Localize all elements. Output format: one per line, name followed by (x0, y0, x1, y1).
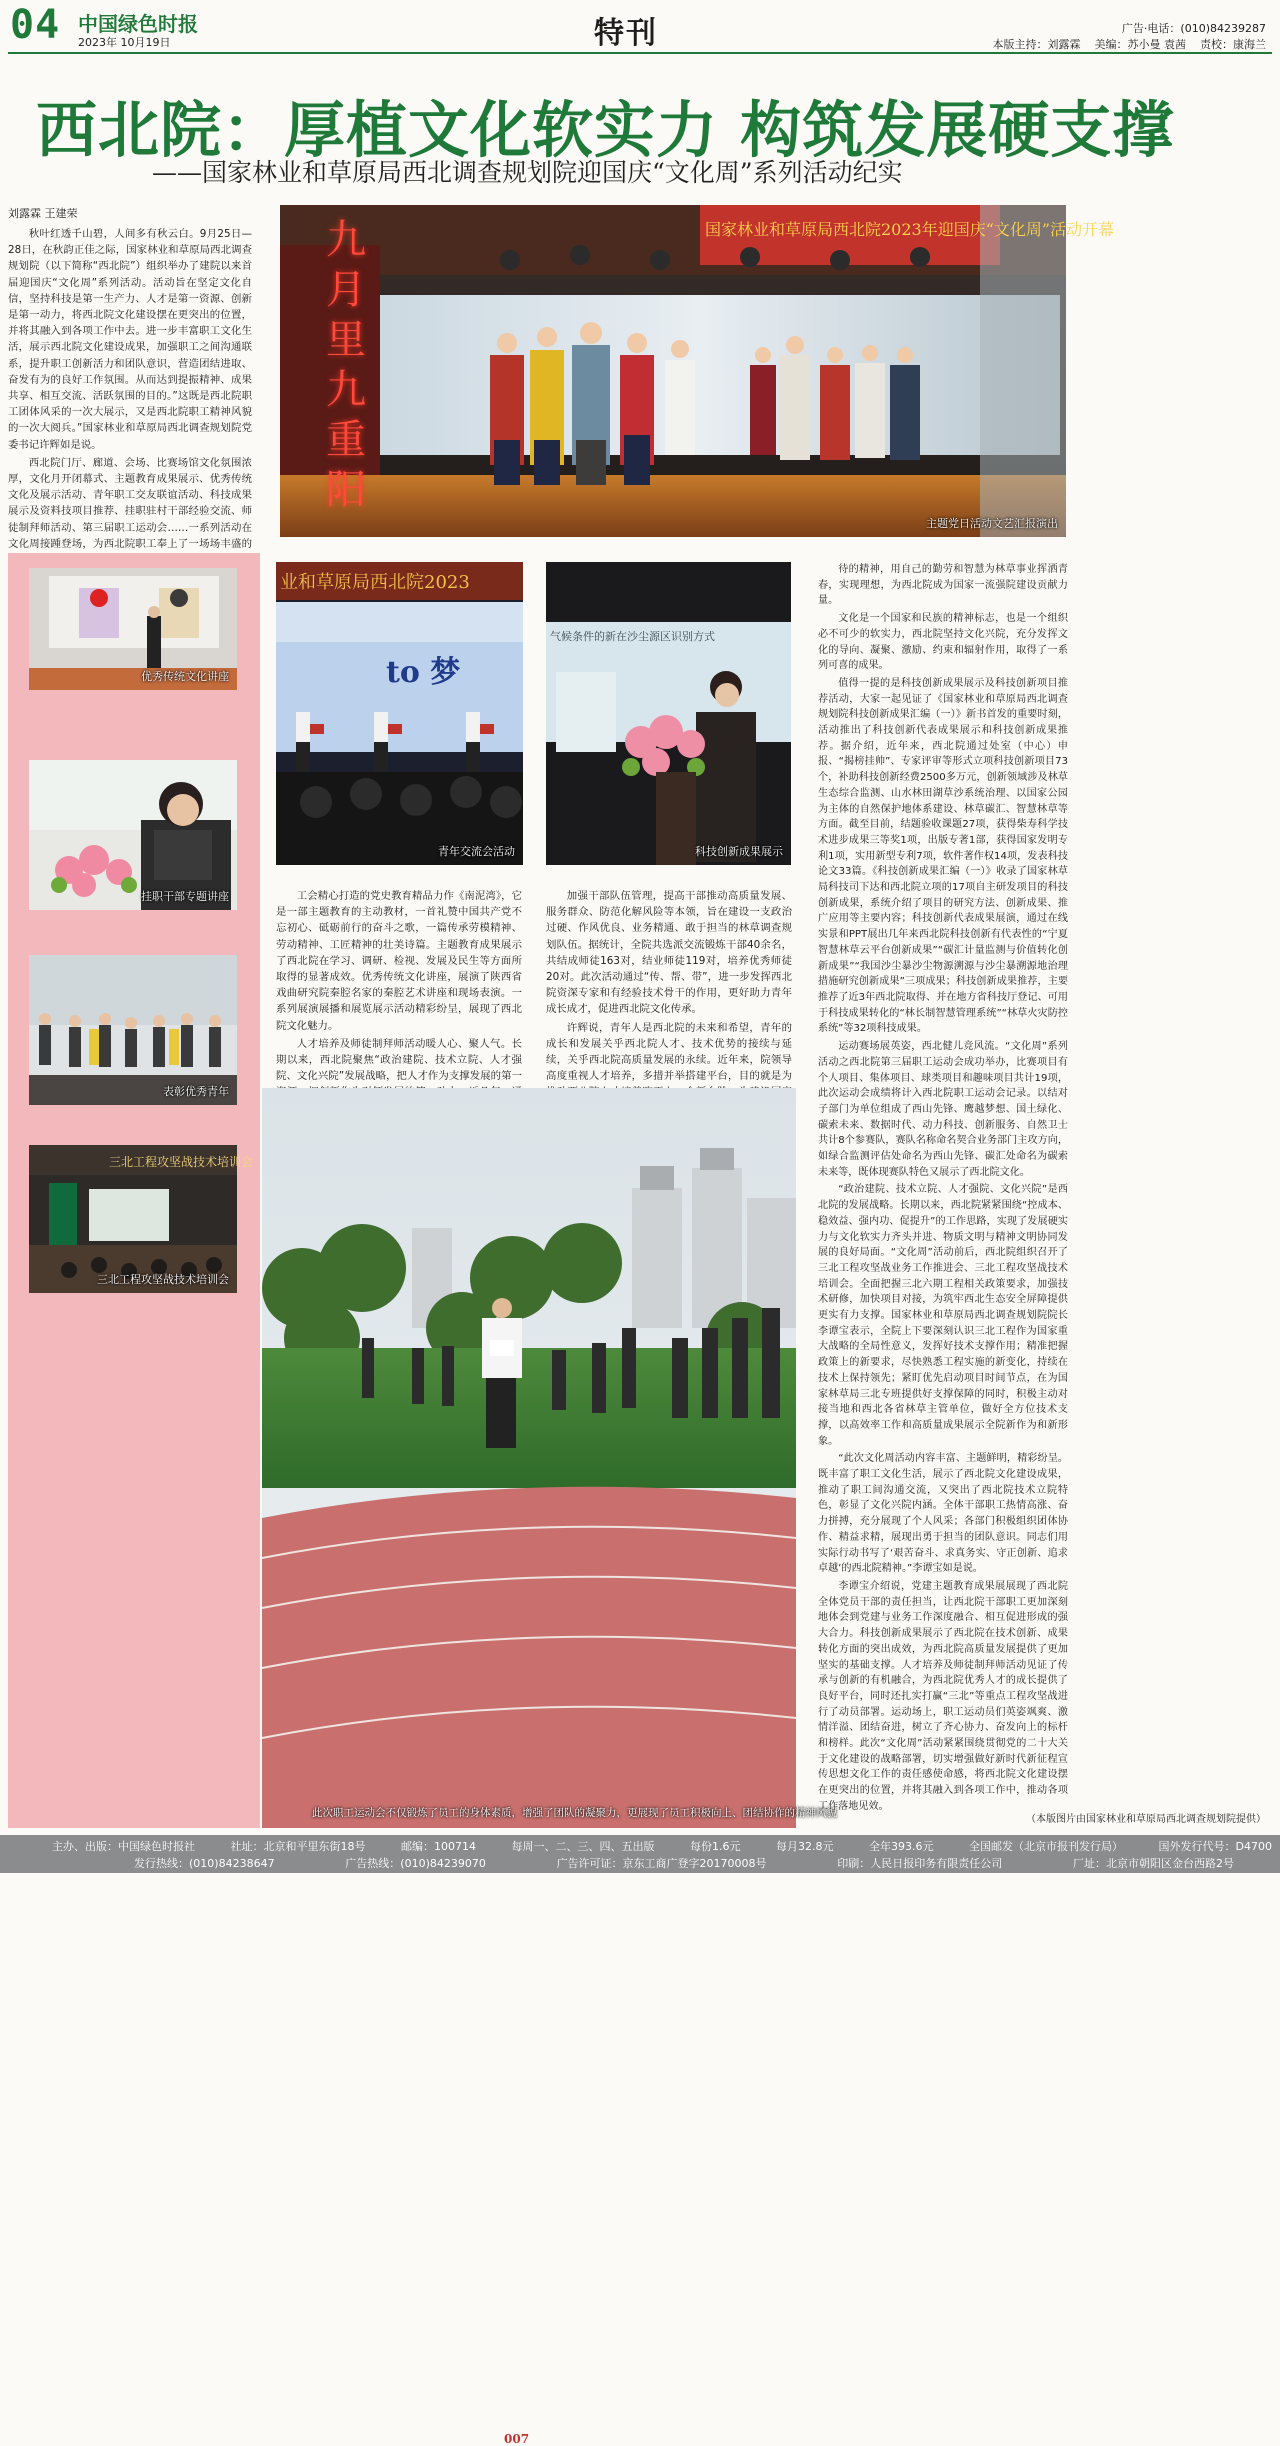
training-photo (29, 1145, 254, 1293)
tech-photo (546, 562, 791, 865)
stage-banner-text: 国家林业和草原局西北院2023年迎国庆“文化周”活动开幕 (705, 220, 1115, 239)
youth-photo (276, 562, 523, 865)
award-photo (29, 955, 237, 1105)
byline: 刘露霖 王建荣 (8, 207, 78, 220)
stage-photo (280, 205, 1115, 537)
footer-bar (0, 1835, 1280, 1873)
paragraph: 加强干部队伍管理，提高干部推动高质量发展、服务群众、防范化解风险等本领，旨在建设一支政治过硬、作风优良、业务精通、敢于担当的林草调查规划队伍。据统计，全院共选派交流锻炼干部40余名，共结成师徒163对，结业师徒119对，培养优秀师徒20对。此次活动通过“传、帮、带”，进一步发挥西北院资深专家和有经验技术骨干的作用，更好助力青年成长成才，促进西北院文化传承。 (546, 890, 792, 1016)
footer-item: 社址：北京和平里东街18号 (230, 1840, 366, 1853)
footer-line-1 (52, 1838, 1272, 1854)
photo-credit: （本版图片由国家林业和草原局西北调查规划院提供） (1026, 1814, 1266, 1825)
youth-slogan-text: to 梦 (386, 655, 461, 690)
paragraph: 秋叶红透千山碧，人间多有秋云白。9月25日—28日，在秋韵正佳之际，国家林业和草原局西北调查规划院（以下简称“西北院”）组织举办了建院以来首届迎国庆“文化周”系列活动。活动旨在坚定文化自信，坚持科技是第一生产力、人才是第一资源、创新是第一动力，将西北院文化建设摆在更突出的位置，并将其融入到各项工作中去。进一步丰富职工文化生活，展示西北院文化建设成果，加强职工之间沟通联系，提升职工创新活力和团队意识，营造团结进取、奋发有为的良好工作氛围。从而达到提振精神、成果共享、相互交流、活跃氛围的目的。”这既是西北院职工团体风采的一次大展示，又是西北院职工精神风貌的一次大阅兵。”国家林业和草原局西北调查规划院党委书记许辉如是说。 (8, 228, 252, 451)
footer-item: 广告许可证：京东工商广登字20170008号 (556, 1857, 767, 1870)
opera-photo (29, 568, 237, 690)
training-banner-text: 三北工程攻坚战技术培训会 (109, 1155, 254, 1169)
footer-item: 广告热线：(010)84239070 (345, 1857, 486, 1870)
paragraph: 人才培养及师徒制拜师活动暖人心、聚人气。长期以来，西北院聚焦“政治建院、技术立院、人才强院、文化兴院”发展战略，把人才作为支撑发展的第一 (276, 1037, 522, 1083)
paragraph: “此次文化周活动内容丰富、主题鲜明，精彩纷呈。既丰富了职工文化生活，展示了西北院文化建设成果，推动了职工间沟通交流，又突出了西北院技术立院特色，彰显了文化兴院内涵。全体干部职工热情高涨、奋力拼搏，充分展现了个人风采；各部门积极组织团体协作、精益求精，展现出勇于担当的团队意识。同志们用实际行动书写了‘艰苦奋斗、求真务实、守正创新、追求卓越’的西北院精神。”李谭宝如是说。 (818, 1453, 1068, 1575)
paper-name: 中国绿色时报 (78, 12, 198, 36)
caption-tech: 科技创新成果展示 (695, 845, 783, 858)
paragraph: 值得一提的是科技创新成果展示及科技创新项目推荐活动，大家一起见证了《国家林业和草原局西北调查规划院科技创新成果汇编（一）》新书首发的重要时刻，活动推出了科技创新代表成果展示和科技创新成果推荐。据介绍，近年来，西北院通过处室（中心）申报、“揭榜挂帅”、专家评审等形式立项科技创新项目73个，补助科技创新经费2500多万元，创新领域涉及林草生态综合监测、山水林田湖草沙系统治理、以国家公园为主体的自然保护地体系建设、林草碳汇、智慧林草等方面。截至目前，结题验收课题27项，获得柴寿科学技术进步成果三等奖1项，出版专著1部，获得国家发明专利1项，实用新型专利7项，软件著作权14项，发表科技论文33篇。《科技创新成果汇编（一）》收录了国家林草局科技司下达和西北院立项的17项自主研发项目的科技创新成果，系统介绍了项目的研究方法、创新成果、推广应用等主要内容；科技创新代表成果展演，通过在线实景和PPT展出几年来西北院科技创新有代表性的“宁夏智慧林草云平台创新成果”“碳汇计量监测与价值转化创新成果”“我国沙尘暴沙尘物源溯源与沙尘暴溯源地治理措施研究创新成果”三项成果；科技创新成果推荐，主要推荐了近3年西北院取得、并在地方省科技厅登记、可用于科技成果转化的“林长制智慧管理系统”“林草火灾防控系统”等32项科技成果。 (818, 677, 1068, 1035)
caption-award: 表彰优秀青年 (163, 1085, 229, 1098)
article-column-2 (276, 888, 522, 1083)
headline-title: 西北院：厚植文化软实力 构筑发展硬支撑 (36, 95, 1175, 166)
stage-vertical-text: 九月里九重阳 (326, 217, 366, 513)
bib-number: 007 (504, 2432, 530, 2446)
footer-item: 发行热线：(010)84238647 (134, 1857, 275, 1870)
article-column-4 (818, 562, 1068, 1812)
issue-date: 2023年 10月19日 (78, 36, 171, 49)
youth-banner-text: 业和草原局西北院2023 (280, 572, 470, 593)
caption-sports: 此次职工运动会不仅锻炼了员工的身体素质，增强了团队的凝聚力，更展现了员工积极向上、团结协作的精神风貌 (312, 1807, 837, 1819)
footer-item: 主办、出版：中国绿色时报社 (52, 1840, 195, 1853)
paragraph: “政治建院、技术立院、人才强院、文化兴院”是西北院的发展战略。长期以来，西北院紧紧围绕“控成本、稳效益、强内功、促提升”的工作思路，实现了发展硬实力与文化软实力齐头并进、物质文明与精神文明协同发展的良好局面。“文化周”活动前后，西北院组织召开了三北工程攻坚战业务工作推进会、三北工程攻坚战技术培训会。全面把握三北六期工程相关政策要求，加强技术研修，加快项目对接，为筑牢西北生态安全屏障提供更实有力支撑。国家林业和草原局西北调查规划院院长李谭宝表示，全院上下要深刻认识三北工程作为国家重大战略的全局性意义，发挥好技术支撑作用；精准把握政策上的新要求，尽快熟悉工程实施的新变化，持续在技术上保持领先；紧盯优先启动项目时间节点，在为国家林草局三北专班提供好支撑保障的同时，积极主动对接当地和西北各省林草主管单位，做好全方位技术支撑，以高效率工作和高质量成果展示全院新作为和新形象。 (818, 1184, 1068, 1447)
paragraph: 西北院门厅、廊道、会场、比赛场馆文化氛围浓厚，文化月开闭幕式、主题教育成果展示、优秀传统文化及展示活动、青年职工交友联谊活动、科技成果展示及资料技项目推荐、挂职驻村干部经验交流、师徒制拜师活动、第三届职工运动会……一系列活动在文化周接踵登场，为西北院职工奉上了一场场丰盛的 (8, 456, 252, 550)
headline-subtitle: ——国家林业和草原局西北调查规划院迎国庆“文化周”系列活动纪实 (152, 158, 903, 187)
caption-opera: 优秀传统文化讲座 (141, 670, 229, 683)
footer-item: 每份1.6元 (690, 1840, 741, 1853)
caption-lecture: 挂职干部专题讲座 (141, 890, 229, 903)
paragraph: 李谭宝介绍说，党建主题教育成果展展现了西北院全体党员干部的责任担当，让西北院干部职工更加深刻地体会到党建与业务工作深度融合、相互促进形成的强大合力。科技创新成果展示了西北院在技术创新、成果转化方面的突出成效，为西北院高质量发展提供了更加坚实的基础支撑。人才培养及师徒制拜师活动见证了传承与创新的有机融合，为西北院优秀人才的成长提供了良好平台，同时还扎实打赢“三北”等重点工程攻坚战进行了动员部署。运动场上，职工运动员们英姿飒爽、激情洋溢、团结奋进，树立了齐心协力、奋发向上的标杆和榜样。此次“文化周”活动紧紧围绕贯彻党的二十大关于文化建设的战略部署，切实增强做好新时代新征程宣传思想文化工作的责任感使命感，将西北院文化建设摆在更突出的位置，并将其融入到各项工作中，推动各项工作落地见效。 (818, 1581, 1068, 1812)
footer-item: 国外发行代号：D4700 (1158, 1840, 1272, 1853)
paragraph: 文化是一个国家和民族的精神标志，也是一个组织必不可少的软实力，西北院坚持文化兴院，充分发挥文化的导向、凝聚、激励、约束和辐射作用，取得了一系列可喜的成果。 (818, 613, 1068, 672)
editors-line: 本版主持：刘露霖 美编：苏小曼 袁茜 责校：康海兰 (992, 38, 1266, 51)
paragraph: 待的精神，用自己的勤劳和智慧为林草事业挥洒青春，实现理想，为西北院成为国家一流强院建设贡献力量。 (818, 564, 1068, 607)
page-number: 04 (10, 2, 61, 48)
footer-item: 邮编：100714 (401, 1840, 476, 1853)
article-column-1 (8, 226, 252, 550)
lecture-photo (29, 760, 237, 910)
caption-training: 三北工程攻坚战技术培训会 (97, 1273, 229, 1286)
footer-item: 每周一、二、三、四、五出版 (511, 1840, 655, 1853)
paragraph: 运动赛场展英姿，西北健儿竞风流。“文化周”系列活动之西北院第三届职工运动会成功举办，比赛项目有个人项目、集体项目、球类项目和趣味项目共计19项，此次运动会成绩将计入西北院职工运动会记录。以结对子部门为单位组成了西山先锋、鹰越梦想、国土绿化、碳索未来、数据时代、动力科技、创新服务、自然卫士共计8个参赛队，赛队名称命名契合业务部门主攻方向，如绿合监测评估处命名为西山先锋、碳汇处命名为碳索未来等，既体现赛队特色又展示了西北院文化。 (818, 1041, 1068, 1178)
footer-item: 全国邮发（北京市报刊发行局） (969, 1840, 1123, 1853)
article-column-3 (546, 888, 792, 1083)
footer-item: 厂址：北京市朝阳区金台西路2号 (1072, 1857, 1234, 1870)
caption-stage: 主题党日活动文艺汇报演出 (926, 517, 1058, 530)
footer-line-2 (134, 1855, 1234, 1871)
caption-youth: 青年交流会活动 (438, 845, 515, 858)
tech-banner-text: 气候条件的新在沙尘源区识别方式 (550, 630, 715, 643)
paragraph: 工会精心打造的党史教育精品力作《南泥湾》，它是一部主题教育的主动教材，一首礼赞中国共产党不忘初心、砥砺前行的奋斗之歌，一篇传承劳模精神、劳动精神、工匠精神的壮美诗篇。主题教育成果展示了西北院在学习、调研、检视、发展及民生等方面所取得的显著成效。优秀传统文化讲座，展演了陕西省戏曲研究院秦腔名家的秦腔艺术讲座和现场表演。一系列展演展播和展览展示活动精彩纷呈，展现了西北院文化魅力。 (276, 890, 522, 1032)
section-title: 特刊 (594, 16, 658, 51)
ad-phone: 广告·电话：(010)84239287 (1121, 22, 1266, 35)
paragraph: 许辉说，青年人是西北院的未来和希望，青年的成长和发展关乎西北院人才、技术优势的接续与延续，关乎西北院高质量发展的永续。近年来，院领导高度重视人才培养，多措并举搭建平台，目的就是为 (546, 1021, 792, 1083)
masthead-rule (8, 52, 1272, 54)
footer-item: 每月32.8元 (776, 1840, 834, 1853)
footer-item: 全年393.6元 (869, 1840, 934, 1853)
footer-item: 印刷：人民日报印务有限责任公司 (837, 1857, 1003, 1870)
